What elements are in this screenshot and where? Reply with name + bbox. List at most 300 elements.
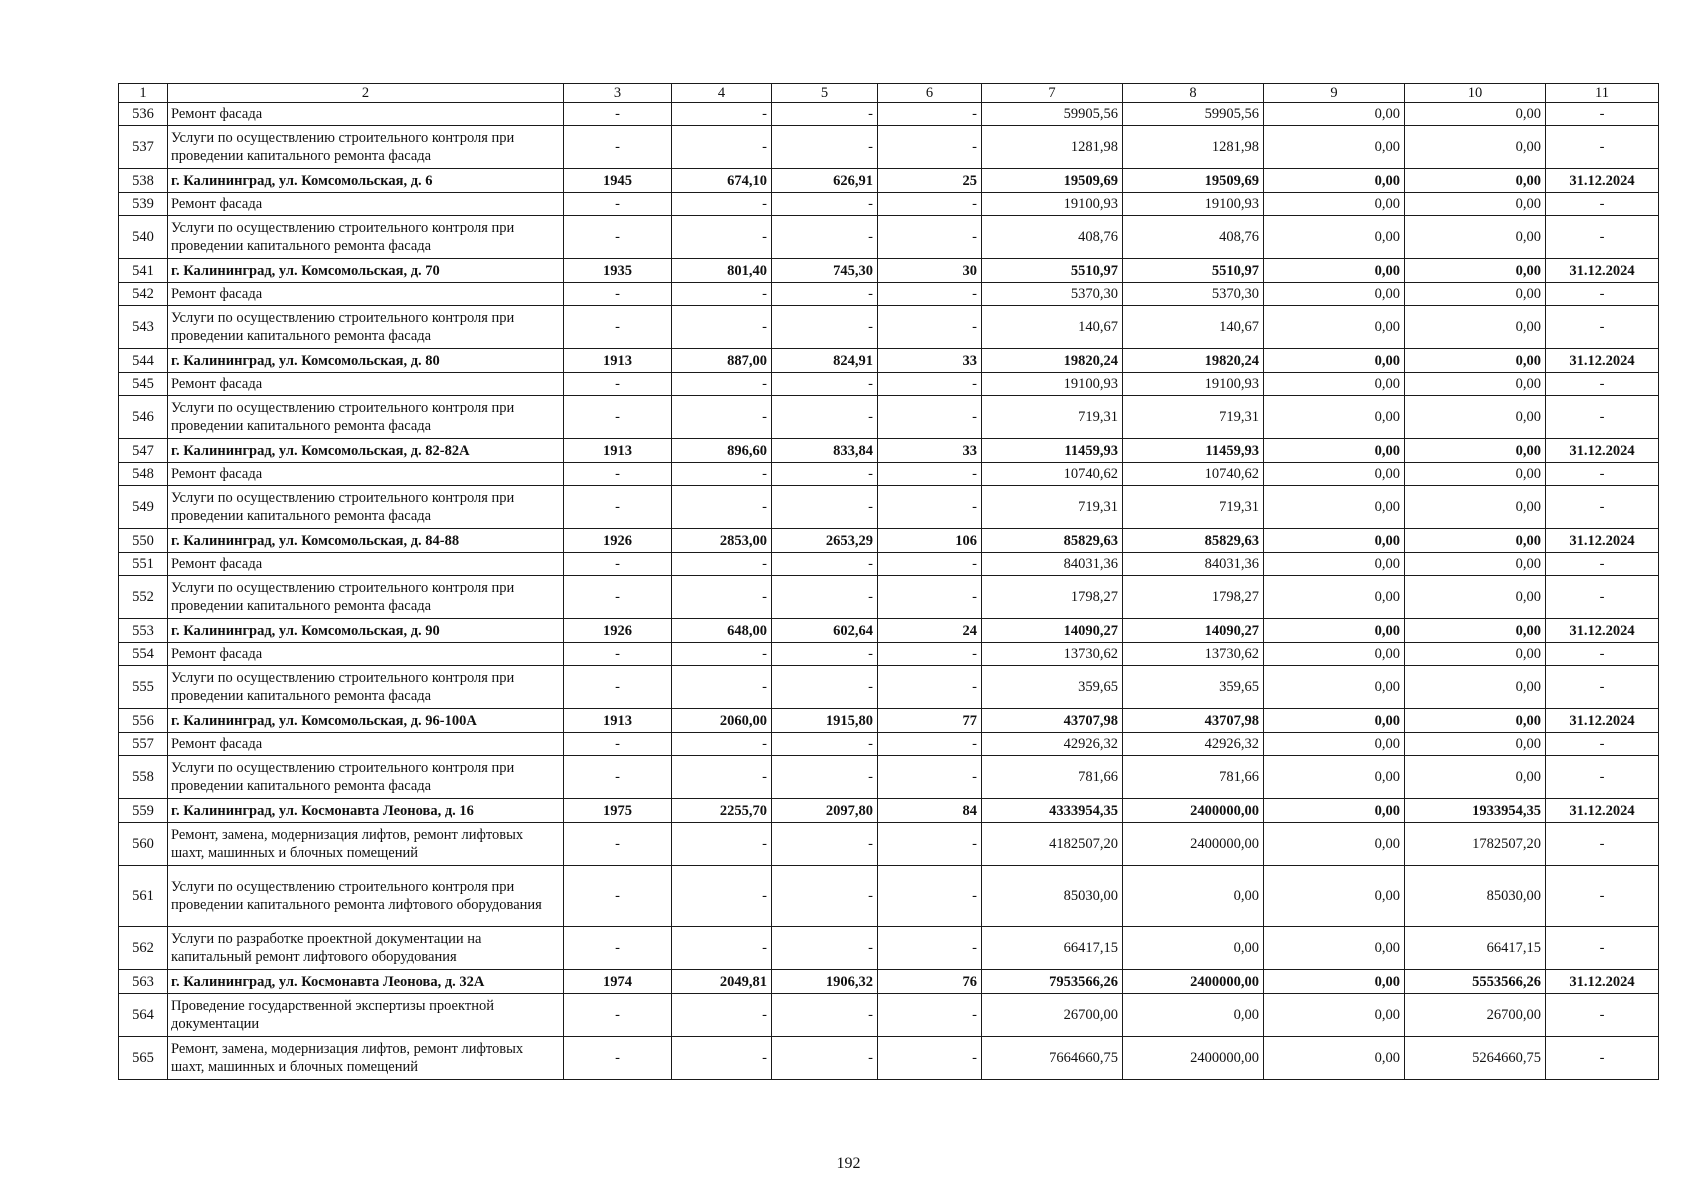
address-row — [119, 619, 1659, 643]
total-cost-cell: 11459,93 — [982, 439, 1123, 463]
area-living-cell: 1915,80 — [772, 709, 878, 733]
owners-cost-cell: 0,00 — [1405, 463, 1546, 486]
description-cell: Ремонт фасада — [168, 193, 564, 216]
owners-cost-cell: 1782507,20 — [1405, 823, 1546, 866]
owners-cost-cell: 0,00 — [1405, 126, 1546, 169]
year-cell: 1913 — [564, 709, 672, 733]
completion-date-cell: - — [1546, 396, 1659, 439]
year-cell: - — [564, 866, 672, 927]
table-row — [119, 994, 1659, 1037]
table-row — [119, 756, 1659, 799]
area-living-cell: 2097,80 — [772, 799, 878, 823]
total-cost-cell: 19100,93 — [982, 193, 1123, 216]
residents-cell: - — [878, 733, 982, 756]
area-living-cell: - — [772, 216, 878, 259]
column-number-row — [119, 84, 1659, 103]
row-number-cell: 538 — [119, 169, 168, 193]
residents-cell: - — [878, 994, 982, 1037]
area-living-cell: - — [772, 994, 878, 1037]
column-number: 1 — [119, 84, 168, 103]
address-row — [119, 529, 1659, 553]
area-living-cell: - — [772, 396, 878, 439]
year-cell: - — [564, 103, 672, 126]
residents-cell: 24 — [878, 619, 982, 643]
completion-date-cell: - — [1546, 823, 1659, 866]
fund-cost-cell: 2400000,00 — [1123, 1037, 1264, 1080]
year-cell: 1913 — [564, 439, 672, 463]
area-total-cell: - — [672, 283, 772, 306]
area-living-cell: - — [772, 823, 878, 866]
table-row — [119, 283, 1659, 306]
table-row — [119, 103, 1659, 126]
budget-cost-cell: 0,00 — [1264, 169, 1405, 193]
completion-date-cell: - — [1546, 927, 1659, 970]
description-cell: г. Калининград, ул. Комсомольская, д. 80 — [168, 349, 564, 373]
total-cost-cell: 719,31 — [982, 396, 1123, 439]
budget-cost-cell: 0,00 — [1264, 643, 1405, 666]
total-cost-cell: 5510,97 — [982, 259, 1123, 283]
total-cost-cell: 19100,93 — [982, 373, 1123, 396]
completion-date-cell: - — [1546, 306, 1659, 349]
year-cell: - — [564, 396, 672, 439]
residents-cell: - — [878, 553, 982, 576]
year-cell: - — [564, 643, 672, 666]
year-cell: - — [564, 823, 672, 866]
column-number: 5 — [772, 84, 878, 103]
budget-cost-cell: 0,00 — [1264, 306, 1405, 349]
fund-cost-cell: 14090,27 — [1123, 619, 1264, 643]
owners-cost-cell: 0,00 — [1405, 576, 1546, 619]
data-table — [118, 83, 1659, 1080]
total-cost-cell: 14090,27 — [982, 619, 1123, 643]
table-row — [119, 463, 1659, 486]
area-total-cell: 648,00 — [672, 619, 772, 643]
area-total-cell: - — [672, 576, 772, 619]
row-number-cell: 547 — [119, 439, 168, 463]
column-number: 8 — [1123, 84, 1264, 103]
total-cost-cell: 4182507,20 — [982, 823, 1123, 866]
owners-cost-cell: 0,00 — [1405, 259, 1546, 283]
fund-cost-cell: 19509,69 — [1123, 169, 1264, 193]
budget-cost-cell: 0,00 — [1264, 486, 1405, 529]
area-total-cell: - — [672, 396, 772, 439]
residents-cell: - — [878, 126, 982, 169]
column-number: 3 — [564, 84, 672, 103]
budget-cost-cell: 0,00 — [1264, 709, 1405, 733]
completion-date-cell: - — [1546, 553, 1659, 576]
fund-cost-cell: 13730,62 — [1123, 643, 1264, 666]
column-number: 7 — [982, 84, 1123, 103]
completion-date-cell: 31.12.2024 — [1546, 259, 1659, 283]
area-total-cell: - — [672, 486, 772, 529]
budget-cost-cell: 0,00 — [1264, 193, 1405, 216]
budget-cost-cell: 0,00 — [1264, 756, 1405, 799]
address-row — [119, 259, 1659, 283]
owners-cost-cell: 0,00 — [1405, 529, 1546, 553]
table-row — [119, 216, 1659, 259]
residents-cell: 84 — [878, 799, 982, 823]
completion-date-cell: 31.12.2024 — [1546, 709, 1659, 733]
year-cell: - — [564, 576, 672, 619]
row-number-cell: 559 — [119, 799, 168, 823]
area-living-cell: 824,91 — [772, 349, 878, 373]
owners-cost-cell: 0,00 — [1405, 709, 1546, 733]
row-number-cell: 539 — [119, 193, 168, 216]
owners-cost-cell: 0,00 — [1405, 486, 1546, 529]
budget-cost-cell: 0,00 — [1264, 349, 1405, 373]
owners-cost-cell: 0,00 — [1405, 439, 1546, 463]
table-row — [119, 823, 1659, 866]
table-row — [119, 553, 1659, 576]
row-number-cell: 546 — [119, 396, 168, 439]
residents-cell: - — [878, 103, 982, 126]
completion-date-cell: - — [1546, 463, 1659, 486]
row-number-cell: 553 — [119, 619, 168, 643]
budget-cost-cell: 0,00 — [1264, 529, 1405, 553]
table-row — [119, 927, 1659, 970]
description-cell: г. Калининград, ул. Космонавта Леонова, д. 16 — [168, 799, 564, 823]
residents-cell: - — [878, 283, 982, 306]
area-living-cell: - — [772, 576, 878, 619]
description-cell: Услуги по осуществлению строительного контроля при проведении капитального ремонта лифтового оборудования — [168, 866, 564, 927]
total-cost-cell: 140,67 — [982, 306, 1123, 349]
budget-cost-cell: 0,00 — [1264, 1037, 1405, 1080]
area-living-cell: 833,84 — [772, 439, 878, 463]
owners-cost-cell: 0,00 — [1405, 643, 1546, 666]
area-living-cell: - — [772, 666, 878, 709]
fund-cost-cell: 43707,98 — [1123, 709, 1264, 733]
description-cell: г. Калининград, ул. Комсомольская, д. 84-88 — [168, 529, 564, 553]
column-number: 2 — [168, 84, 564, 103]
area-total-cell: - — [672, 756, 772, 799]
owners-cost-cell: 0,00 — [1405, 283, 1546, 306]
total-cost-cell: 13730,62 — [982, 643, 1123, 666]
table-row — [119, 126, 1659, 169]
area-living-cell: - — [772, 486, 878, 529]
row-number-cell: 551 — [119, 553, 168, 576]
owners-cost-cell: 66417,15 — [1405, 927, 1546, 970]
total-cost-cell: 59905,56 — [982, 103, 1123, 126]
area-living-cell: 745,30 — [772, 259, 878, 283]
total-cost-cell: 26700,00 — [982, 994, 1123, 1037]
description-cell: Ремонт фасада — [168, 733, 564, 756]
residents-cell: - — [878, 1037, 982, 1080]
owners-cost-cell: 0,00 — [1405, 373, 1546, 396]
description-cell: Услуги по разработке проектной документации на капитальный ремонт лифтового оборудования — [168, 927, 564, 970]
description-cell: Ремонт фасада — [168, 463, 564, 486]
residents-cell: 33 — [878, 439, 982, 463]
owners-cost-cell: 26700,00 — [1405, 994, 1546, 1037]
budget-cost-cell: 0,00 — [1264, 994, 1405, 1037]
budget-cost-cell: 0,00 — [1264, 666, 1405, 709]
row-number-cell: 544 — [119, 349, 168, 373]
page-number: 192 — [836, 1155, 861, 1172]
row-number-cell: 549 — [119, 486, 168, 529]
description-cell: Услуги по осуществлению строительного контроля при проведении капитального ремонта фасада — [168, 756, 564, 799]
budget-cost-cell: 0,00 — [1264, 126, 1405, 169]
table-row — [119, 666, 1659, 709]
fund-cost-cell: 1281,98 — [1123, 126, 1264, 169]
residents-cell: - — [878, 666, 982, 709]
year-cell: 1945 — [564, 169, 672, 193]
completion-date-cell: - — [1546, 1037, 1659, 1080]
total-cost-cell: 5370,30 — [982, 283, 1123, 306]
description-cell: г. Калининград, ул. Комсомольская, д. 6 — [168, 169, 564, 193]
budget-cost-cell: 0,00 — [1264, 373, 1405, 396]
area-total-cell: - — [672, 733, 772, 756]
column-number: 6 — [878, 84, 982, 103]
area-total-cell: - — [672, 193, 772, 216]
address-row — [119, 439, 1659, 463]
area-living-cell: 626,91 — [772, 169, 878, 193]
column-number: 11 — [1546, 84, 1659, 103]
budget-cost-cell: 0,00 — [1264, 927, 1405, 970]
area-living-cell: - — [772, 866, 878, 927]
description-cell: Ремонт фасада — [168, 103, 564, 126]
table-row — [119, 733, 1659, 756]
budget-cost-cell: 0,00 — [1264, 553, 1405, 576]
description-cell: Услуги по осуществлению строительного контроля при проведении капитального ремонта фасада — [168, 666, 564, 709]
description-cell: Ремонт фасада — [168, 553, 564, 576]
description-cell: Услуги по осуществлению строительного контроля при проведении капитального ремонта фасада — [168, 216, 564, 259]
fund-cost-cell: 2400000,00 — [1123, 970, 1264, 994]
row-number-cell: 563 — [119, 970, 168, 994]
total-cost-cell: 19820,24 — [982, 349, 1123, 373]
fund-cost-cell: 719,31 — [1123, 486, 1264, 529]
column-number: 4 — [672, 84, 772, 103]
row-number-cell: 565 — [119, 1037, 168, 1080]
total-cost-cell: 85829,63 — [982, 529, 1123, 553]
description-cell: Ремонт, замена, модернизация лифтов, ремонт лифтовых шахт, машинных и блочных помещений — [168, 1037, 564, 1080]
completion-date-cell: - — [1546, 103, 1659, 126]
row-number-cell: 558 — [119, 756, 168, 799]
completion-date-cell: - — [1546, 576, 1659, 619]
area-total-cell: - — [672, 1037, 772, 1080]
area-living-cell: - — [772, 306, 878, 349]
completion-date-cell: - — [1546, 126, 1659, 169]
year-cell: - — [564, 216, 672, 259]
area-living-cell: 602,64 — [772, 619, 878, 643]
year-cell: - — [564, 373, 672, 396]
residents-cell: - — [878, 756, 982, 799]
year-cell: 1913 — [564, 349, 672, 373]
description-cell: Ремонт фасада — [168, 373, 564, 396]
description-cell: Услуги по осуществлению строительного контроля при проведении капитального ремонта фасада — [168, 576, 564, 619]
area-living-cell: - — [772, 733, 878, 756]
completion-date-cell: - — [1546, 994, 1659, 1037]
year-cell: - — [564, 126, 672, 169]
area-living-cell: 1906,32 — [772, 970, 878, 994]
area-total-cell: 2060,00 — [672, 709, 772, 733]
completion-date-cell: 31.12.2024 — [1546, 799, 1659, 823]
area-total-cell: - — [672, 306, 772, 349]
completion-date-cell: - — [1546, 733, 1659, 756]
owners-cost-cell: 5553566,26 — [1405, 970, 1546, 994]
row-number-cell: 552 — [119, 576, 168, 619]
table-row — [119, 306, 1659, 349]
completion-date-cell: 31.12.2024 — [1546, 970, 1659, 994]
description-cell: Ремонт фасада — [168, 283, 564, 306]
description-cell: г. Калининград, ул. Комсомольская, д. 90 — [168, 619, 564, 643]
total-cost-cell: 1281,98 — [982, 126, 1123, 169]
total-cost-cell: 19509,69 — [982, 169, 1123, 193]
residents-cell: - — [878, 927, 982, 970]
total-cost-cell: 359,65 — [982, 666, 1123, 709]
year-cell: - — [564, 486, 672, 529]
area-living-cell: - — [772, 193, 878, 216]
completion-date-cell: - — [1546, 666, 1659, 709]
year-cell: - — [564, 306, 672, 349]
budget-cost-cell: 0,00 — [1264, 799, 1405, 823]
year-cell: - — [564, 283, 672, 306]
row-number-cell: 561 — [119, 866, 168, 927]
owners-cost-cell: 0,00 — [1405, 666, 1546, 709]
fund-cost-cell: 2400000,00 — [1123, 799, 1264, 823]
row-number-cell: 550 — [119, 529, 168, 553]
total-cost-cell: 408,76 — [982, 216, 1123, 259]
fund-cost-cell: 0,00 — [1123, 927, 1264, 970]
row-number-cell: 542 — [119, 283, 168, 306]
fund-cost-cell: 719,31 — [1123, 396, 1264, 439]
table-body — [119, 103, 1659, 1080]
year-cell: - — [564, 553, 672, 576]
table-row — [119, 193, 1659, 216]
residents-cell: - — [878, 216, 982, 259]
year-cell: - — [564, 756, 672, 799]
row-number-cell: 545 — [119, 373, 168, 396]
row-number-cell: 541 — [119, 259, 168, 283]
fund-cost-cell: 10740,62 — [1123, 463, 1264, 486]
description-cell: г. Калининград, ул. Комсомольская, д. 96-100А — [168, 709, 564, 733]
residents-cell: 30 — [878, 259, 982, 283]
owners-cost-cell: 0,00 — [1405, 619, 1546, 643]
owners-cost-cell: 5264660,75 — [1405, 1037, 1546, 1080]
total-cost-cell: 85030,00 — [982, 866, 1123, 927]
area-living-cell: - — [772, 553, 878, 576]
completion-date-cell: - — [1546, 216, 1659, 259]
fund-cost-cell: 19100,93 — [1123, 193, 1264, 216]
fund-cost-cell: 408,76 — [1123, 216, 1264, 259]
residents-cell: 106 — [878, 529, 982, 553]
completion-date-cell: - — [1546, 193, 1659, 216]
area-living-cell: - — [772, 103, 878, 126]
owners-cost-cell: 0,00 — [1405, 306, 1546, 349]
area-total-cell: - — [672, 994, 772, 1037]
table-row — [119, 643, 1659, 666]
area-total-cell: - — [672, 216, 772, 259]
budget-cost-cell: 0,00 — [1264, 733, 1405, 756]
completion-date-cell: 31.12.2024 — [1546, 619, 1659, 643]
row-number-cell: 562 — [119, 927, 168, 970]
table-row — [119, 486, 1659, 529]
area-total-cell: 2853,00 — [672, 529, 772, 553]
year-cell: - — [564, 927, 672, 970]
area-living-cell: - — [772, 126, 878, 169]
budget-cost-cell: 0,00 — [1264, 970, 1405, 994]
area-total-cell: 887,00 — [672, 349, 772, 373]
area-total-cell: - — [672, 823, 772, 866]
completion-date-cell: 31.12.2024 — [1546, 439, 1659, 463]
area-living-cell: - — [772, 927, 878, 970]
description-cell: г. Калининград, ул. Комсомольская, д. 70 — [168, 259, 564, 283]
description-cell: Услуги по осуществлению строительного контроля при проведении капитального ремонта фасада — [168, 486, 564, 529]
completion-date-cell: - — [1546, 486, 1659, 529]
fund-cost-cell: 1798,27 — [1123, 576, 1264, 619]
total-cost-cell: 7953566,26 — [982, 970, 1123, 994]
total-cost-cell: 781,66 — [982, 756, 1123, 799]
fund-cost-cell: 140,67 — [1123, 306, 1264, 349]
year-cell: - — [564, 193, 672, 216]
address-row — [119, 970, 1659, 994]
residents-cell: 33 — [878, 349, 982, 373]
fund-cost-cell: 359,65 — [1123, 666, 1264, 709]
budget-cost-cell: 0,00 — [1264, 396, 1405, 439]
fund-cost-cell: 0,00 — [1123, 866, 1264, 927]
owners-cost-cell: 0,00 — [1405, 396, 1546, 439]
fund-cost-cell: 781,66 — [1123, 756, 1264, 799]
budget-cost-cell: 0,00 — [1264, 283, 1405, 306]
residents-cell: 77 — [878, 709, 982, 733]
description-cell: Проведение государственной экспертизы проектной документации — [168, 994, 564, 1037]
total-cost-cell: 42926,32 — [982, 733, 1123, 756]
row-number-cell: 560 — [119, 823, 168, 866]
fund-cost-cell: 5370,30 — [1123, 283, 1264, 306]
year-cell: - — [564, 463, 672, 486]
table-row — [119, 373, 1659, 396]
year-cell: - — [564, 666, 672, 709]
row-number-cell: 540 — [119, 216, 168, 259]
description-cell: г. Калининград, ул. Космонавта Леонова, д. 32А — [168, 970, 564, 994]
area-total-cell: - — [672, 553, 772, 576]
address-row — [119, 709, 1659, 733]
residents-cell: - — [878, 823, 982, 866]
total-cost-cell: 719,31 — [982, 486, 1123, 529]
fund-cost-cell: 5510,97 — [1123, 259, 1264, 283]
table-row — [119, 576, 1659, 619]
year-cell: 1975 — [564, 799, 672, 823]
completion-date-cell: 31.12.2024 — [1546, 349, 1659, 373]
owners-cost-cell: 0,00 — [1405, 193, 1546, 216]
budget-cost-cell: 0,00 — [1264, 823, 1405, 866]
description-cell: Услуги по осуществлению строительного контроля при проведении капитального ремонта фасада — [168, 396, 564, 439]
total-cost-cell: 43707,98 — [982, 709, 1123, 733]
owners-cost-cell: 0,00 — [1405, 553, 1546, 576]
column-number: 10 — [1405, 84, 1546, 103]
owners-cost-cell: 0,00 — [1405, 756, 1546, 799]
description-cell: Ремонт, замена, модернизация лифтов, ремонт лифтовых шахт, машинных и блочных помещений — [168, 823, 564, 866]
year-cell: - — [564, 1037, 672, 1080]
budget-cost-cell: 0,00 — [1264, 103, 1405, 126]
year-cell: 1974 — [564, 970, 672, 994]
total-cost-cell: 1798,27 — [982, 576, 1123, 619]
row-number-cell: 536 — [119, 103, 168, 126]
year-cell: - — [564, 994, 672, 1037]
description-cell: Ремонт фасада — [168, 643, 564, 666]
area-total-cell: 801,40 — [672, 259, 772, 283]
owners-cost-cell: 0,00 — [1405, 216, 1546, 259]
completion-date-cell: 31.12.2024 — [1546, 169, 1659, 193]
completion-date-cell: - — [1546, 756, 1659, 799]
year-cell: 1935 — [564, 259, 672, 283]
residents-cell: - — [878, 193, 982, 216]
table-row — [119, 1037, 1659, 1080]
area-total-cell: - — [672, 103, 772, 126]
residents-cell: 76 — [878, 970, 982, 994]
fund-cost-cell: 84031,36 — [1123, 553, 1264, 576]
description-cell: г. Калининград, ул. Комсомольская, д. 82-82А — [168, 439, 564, 463]
residents-cell: - — [878, 643, 982, 666]
row-number-cell: 543 — [119, 306, 168, 349]
